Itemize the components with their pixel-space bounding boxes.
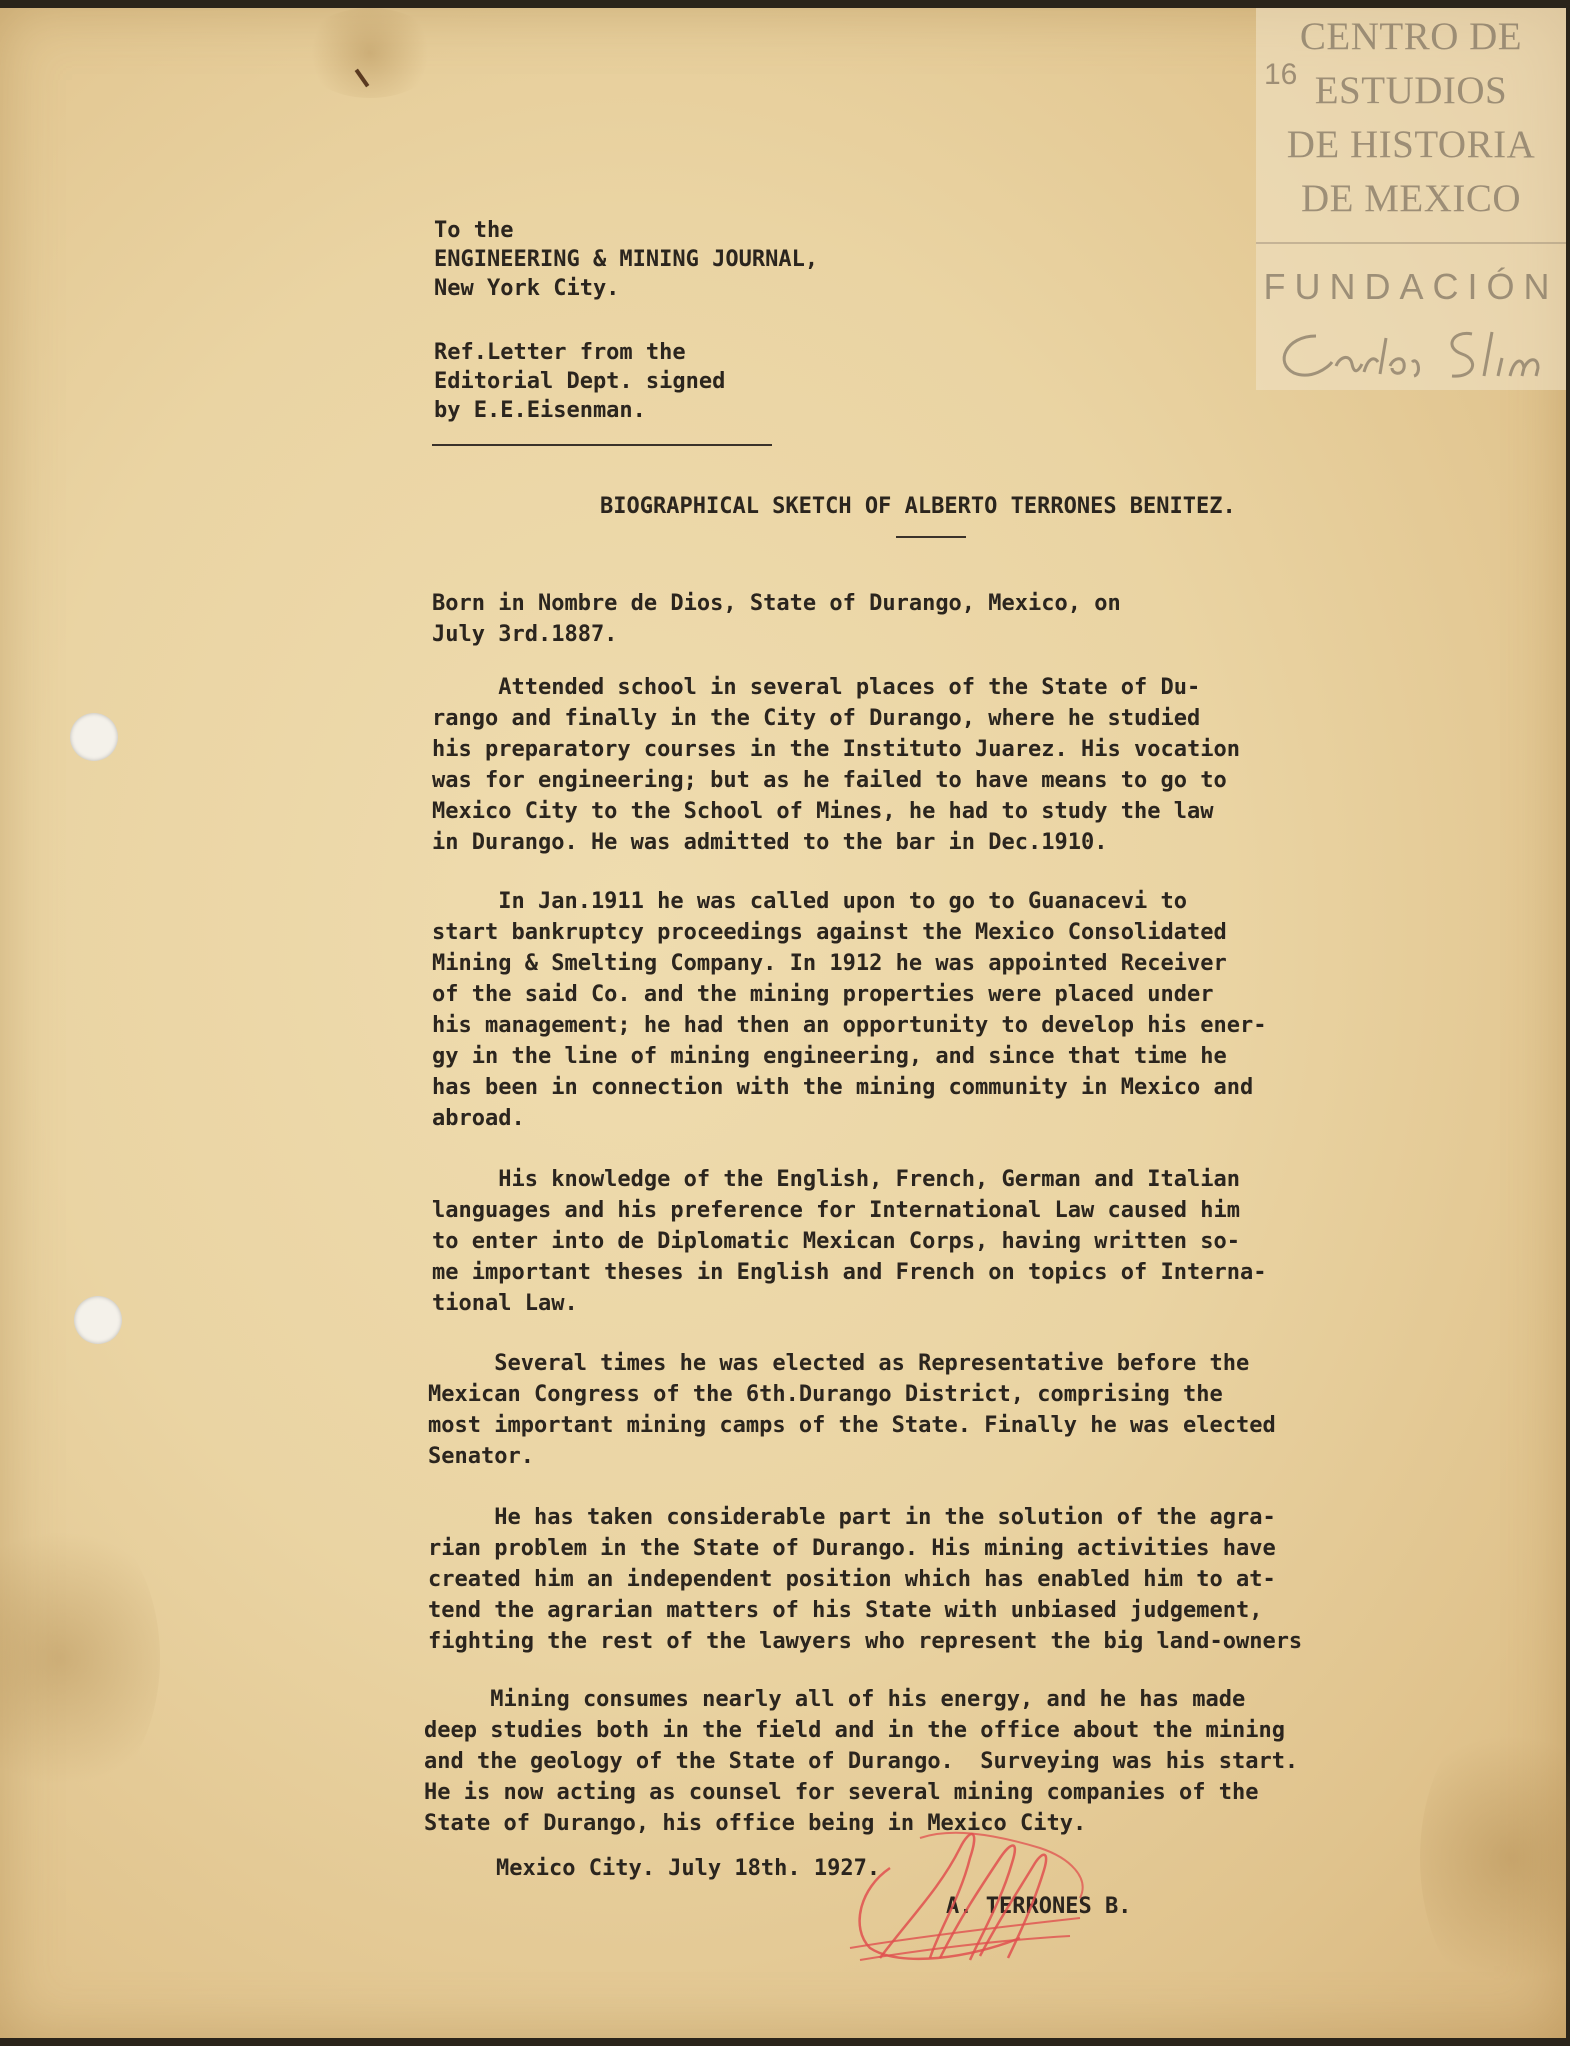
punch-hole — [74, 1296, 122, 1344]
paragraph-agrarian: He has taken considerable part in the solution of the agra- rian problem in the State of Durango. His mining activities have created him an independent position which has enabled him to at- tend the agrarian matters of his State with unbiased judgement, fighting the rest of the lawyers who represent the big land-owners — [428, 1505, 1303, 1654]
watermark-fundacion: FUNDACIÓN — [1263, 266, 1559, 307]
addressee-line: To the — [434, 218, 514, 243]
watermark-line: CENTRO DE — [1299, 15, 1523, 58]
reference-line: Ref.Letter from the — [434, 340, 686, 365]
carlos-slim-script-logo — [1266, 318, 1566, 388]
paragraph-languages: His knowledge of the English, French, German and Italian languages and his preference for International Law caused him to enter into de Diplomatic Mexican Corps, having written so- me important theses in English and French on topics of Interna- tional Law. — [432, 1167, 1267, 1316]
archive-watermark — [1256, 8, 1566, 390]
paper-stain — [1420, 1708, 1570, 2008]
paper-stain — [300, 8, 440, 98]
reference-underline — [432, 444, 772, 446]
document-title: BIOGRAPHICAL SKETCH OF ALBERTO TERRONES BENITEZ. — [600, 494, 1236, 519]
paragraph-birth: Born in Nombre de Dios, State of Durango, Mexico, on July 3rd.1887. — [432, 591, 1121, 647]
reference-line: by E.E.Eisenman. — [434, 398, 646, 423]
handwritten-signature — [820, 1808, 1150, 1968]
watermark-line: ESTUDIOS — [1314, 69, 1508, 112]
watermark-line: DE HISTORIA — [1286, 123, 1536, 166]
pencil-page-number: 16 — [1264, 58, 1298, 91]
watermark-divider — [1256, 242, 1566, 244]
place-and-date: Mexico City. July 18th. 1927. — [496, 1856, 881, 1881]
title-underline — [896, 536, 966, 538]
addressee-line: ENGINEERING & MINING JOURNAL, — [434, 247, 819, 272]
watermark-line: DE MEXICO — [1300, 177, 1522, 220]
reference-line: Editorial Dept. signed — [434, 369, 726, 394]
paragraph-education: Attended school in several places of the State of Du- rango and finally in the City of Durango, where he studied his preparatory courses in the Instituto Juarez. His vocation was for engineering; but as he failed to have means to go to Mexico City to the School of Mines, he had to study the law in Durango. He was admitted to the bar in Dec.1910. — [432, 675, 1240, 855]
punch-hole — [70, 713, 118, 761]
paragraph-congress: Several times he was elected as Representative before the Mexican Congress of the 6th.Durango District, comprising the most important mining camps of the State. Finally he was elected Senator. — [428, 1351, 1276, 1469]
paragraph-mining: Mining consumes nearly all of his energy, and he has made deep studies both in the field and in the office about the mining and the geology of the State of Durango. Surveying was his start. He is now acting as counsel for several mining companies of the State of Durango, his office being in Mexico City. — [424, 1687, 1299, 1836]
signatory-name: A. TERRONES B. — [946, 1894, 1132, 1919]
paragraph-career: In Jan.1911 he was called upon to go to Guanacevi to start bankruptcy proceedings against the Mexico Consolidated Mining & Smelting Company. In 1912 he was appointed Receiver of the said Co. and the mining properties were placed under his management; he had then an opportunity to develop his ener- gy in the line of mining engineering, and since that time he has been in connection with the mining community in Mexico and abroad. — [432, 889, 1267, 1131]
paper-stain — [0, 1508, 160, 1808]
reference-block — [434, 338, 725, 425]
addressee-block — [434, 216, 818, 303]
addressee-line: New York City. — [434, 276, 620, 301]
